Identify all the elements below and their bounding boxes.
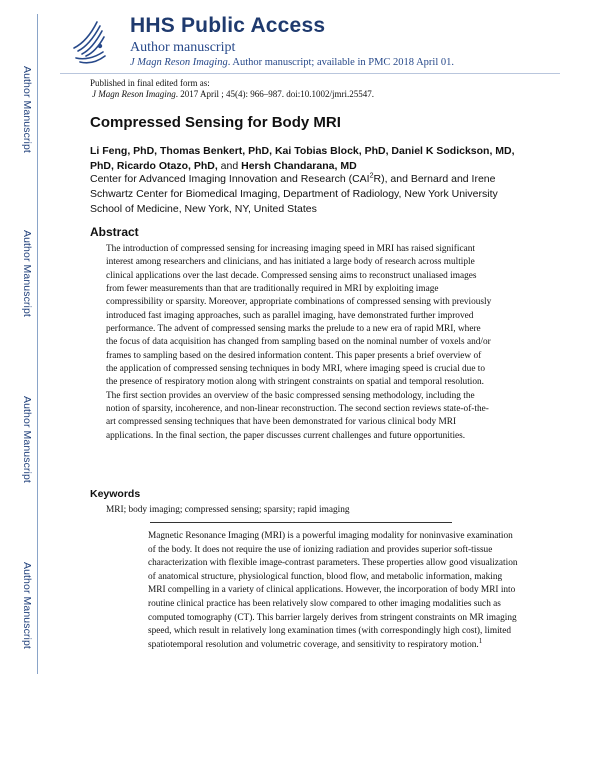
- author-manuscript-label: Author Manuscript: [21, 66, 33, 153]
- header-divider: [60, 73, 560, 74]
- authors-last: Hersh Chandarana, MD: [241, 160, 357, 172]
- abstract-heading: Abstract: [90, 225, 139, 239]
- body-paragraph-text: Magnetic Resonance Imaging (MRI) is a powerful imaging modality for noninvasive examination of the body. It does not require the use of ionizing radiation and provides superior soft-tissue characterization with flexible image-contrast parameters. These properties allow good visualization of anatomical structure, physiological function, blood flow, and metabolic information, making MRI compelling in a variety of clinical applications. However, the incorporation of body MRI into routine clinical practice has been relatively slow compared to other imaging modalities such as computed tomography (CT). This barrier largely derives from stringent constraints on MR imaging speed, which result in relatively long examination times (with correspondingly high cost), limited spatiotemporal resolution and volumetric coverage, and sensitivity to respiratory motion.: [148, 531, 518, 650]
- affiliation-post: R), and Bernard and Irene Schwartz Center for Biomedical Imaging, Department of Radiology, New York University School of Medicine, New York, NY, United States: [90, 173, 498, 215]
- body-divider: [150, 522, 452, 523]
- affiliation-pre: Center for Advanced Imaging Innovation and Research (CAI: [90, 173, 370, 185]
- publication-citation: [92, 89, 374, 99]
- authors-and: and: [217, 160, 242, 172]
- body-paragraph: [148, 530, 518, 652]
- article-title: Compressed Sensing for Body MRI: [90, 114, 341, 131]
- author-manuscript-label: Author Manuscript: [21, 230, 33, 317]
- availability-text: . Author manuscript; available in PMC 2018 April 01.: [227, 57, 455, 68]
- author-manuscript-subtitle: Author manuscript: [130, 40, 236, 55]
- hhs-eagle-logo-icon: [70, 18, 110, 66]
- citation-superscript: 1: [478, 636, 483, 645]
- availability-line: [130, 57, 454, 68]
- journal-name: J Magn Reson Imaging: [92, 89, 176, 99]
- affiliation-sup: 2: [369, 172, 374, 180]
- published-label: Published in final edited form as:: [90, 78, 210, 88]
- sidebar-divider: [37, 14, 38, 674]
- author-list: [90, 144, 530, 174]
- citation-text: . 2017 April ; 45(4): 966–987. doi:10.1002/jmri.25547.: [175, 89, 374, 99]
- affiliation: [90, 172, 530, 217]
- authors-main: Li Feng, PhD, Thomas Benkert, PhD, Kai Tobias Block, PhD, Daniel K Sodickson, MD, PhD, Ricardo Otazo, PhD,: [90, 145, 515, 172]
- journal-name: J Magn Reson Imaging: [130, 57, 228, 68]
- keywords-heading: Keywords: [90, 488, 141, 500]
- hhs-public-access-title: HHS Public Access: [130, 14, 326, 37]
- author-manuscript-label: Author Manuscript: [21, 396, 33, 483]
- keywords-text: MRI; body imaging; compressed sensing; sparsity; rapid imaging: [106, 505, 350, 515]
- abstract-text: The introduction of compressed sensing for increasing imaging speed in MRI has raised significant interest among researchers and clinicians, and has initiated a large body of research across multiple clinical applications over the last decade. Compressed sensing aims to reconstruct unaliased images from fewer measurements than that are traditionally required in MRI by exploiting image compressibility or sparsity. Moreover, appropriate combinations of compressed sensing with previously introduced fast imaging approaches, such as parallel imaging, have demonstrated further improved performance. The advent of compressed sensing marks the prelude to a new era of rapid MRI, where the focus of data acquisition has changed from sampling based on the nominal number of voxels and/or frames to sampling based on the desired information content. This paper presents a brief overview of the application of compressed sensing techniques in body MRI, where imaging speed is crucial due to the presence of respiratory motion along with stringent constraints on spatial and temporal resolution. The first section provides an overview of the basic compressed sensing methodology, including the notion of sparsity, incoherence, and non-linear reconstruction. The second section reviews state-of-the-art compressed sensing techniques that have been demonstrated for various clinical body MRI applications. In the final section, the paper discusses current challenges and future opportunities.: [106, 244, 492, 441]
- author-manuscript-label: Author Manuscript: [21, 562, 33, 649]
